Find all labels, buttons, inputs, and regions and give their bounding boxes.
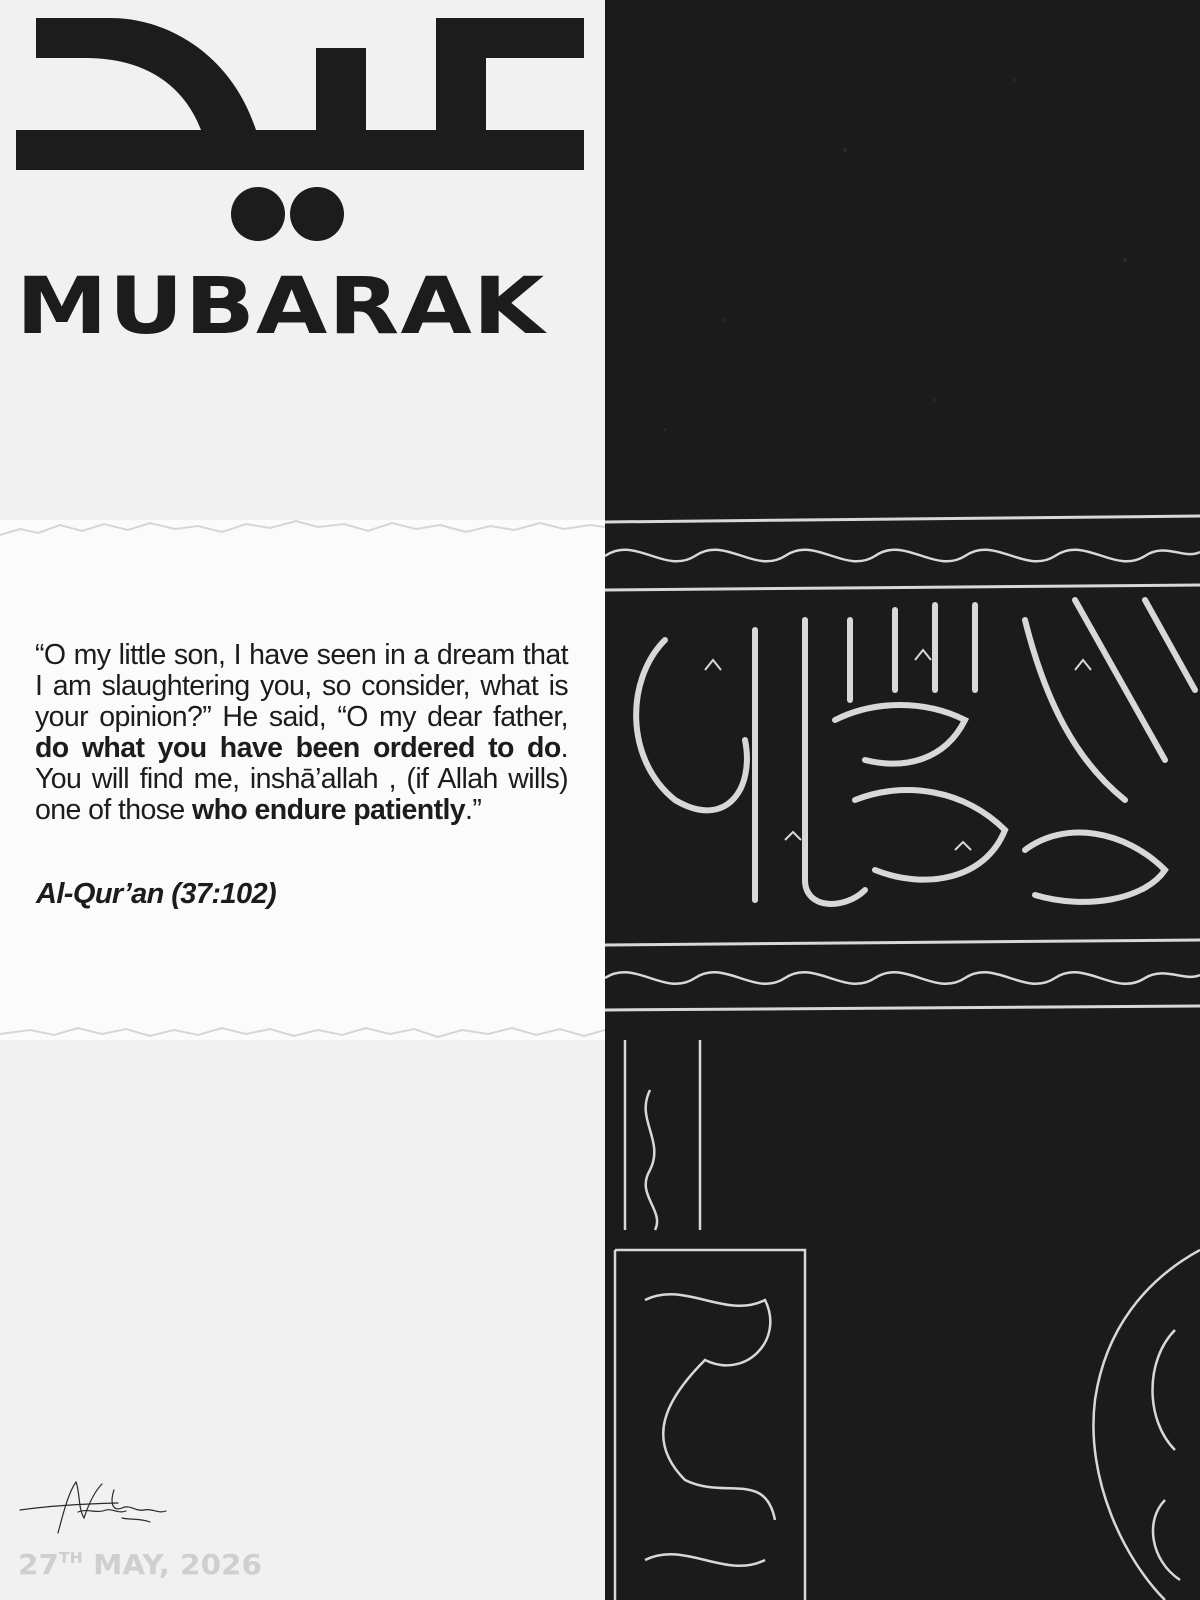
date-month-year: MAY, 2026 [82,1548,262,1581]
kiswah-embroidery-illustration [605,0,1200,1600]
artist-signature [18,1478,168,1540]
quran-quote [35,640,568,826]
eid-arabic-logotype [16,18,596,248]
quote-bold-1: do what you have been ordered to do [35,732,561,764]
quote-text-3: .” [465,794,482,826]
quote-text-1: “O my little son, I have seen in a dream that I am slaughtering you, so consider, what is your opinion?” He said, “O my dear father, [35,639,568,733]
quote-bold-2: who endure patiently [192,794,466,826]
torn-edge-bottom [0,1020,605,1060]
kiswah-photo [605,0,1200,1600]
date-day: 27 [18,1548,59,1581]
quote-text-2: . You will find me, inshā’allah , (if Allah wills) one of those [35,732,568,826]
gregorian-date [18,1548,262,1581]
mubarak-title: MUBARAK [16,262,546,352]
date-suffix: TH [58,1549,83,1567]
quote-citation: Al-Qur’an (37:102) [36,878,277,910]
torn-edge-top [0,505,605,545]
